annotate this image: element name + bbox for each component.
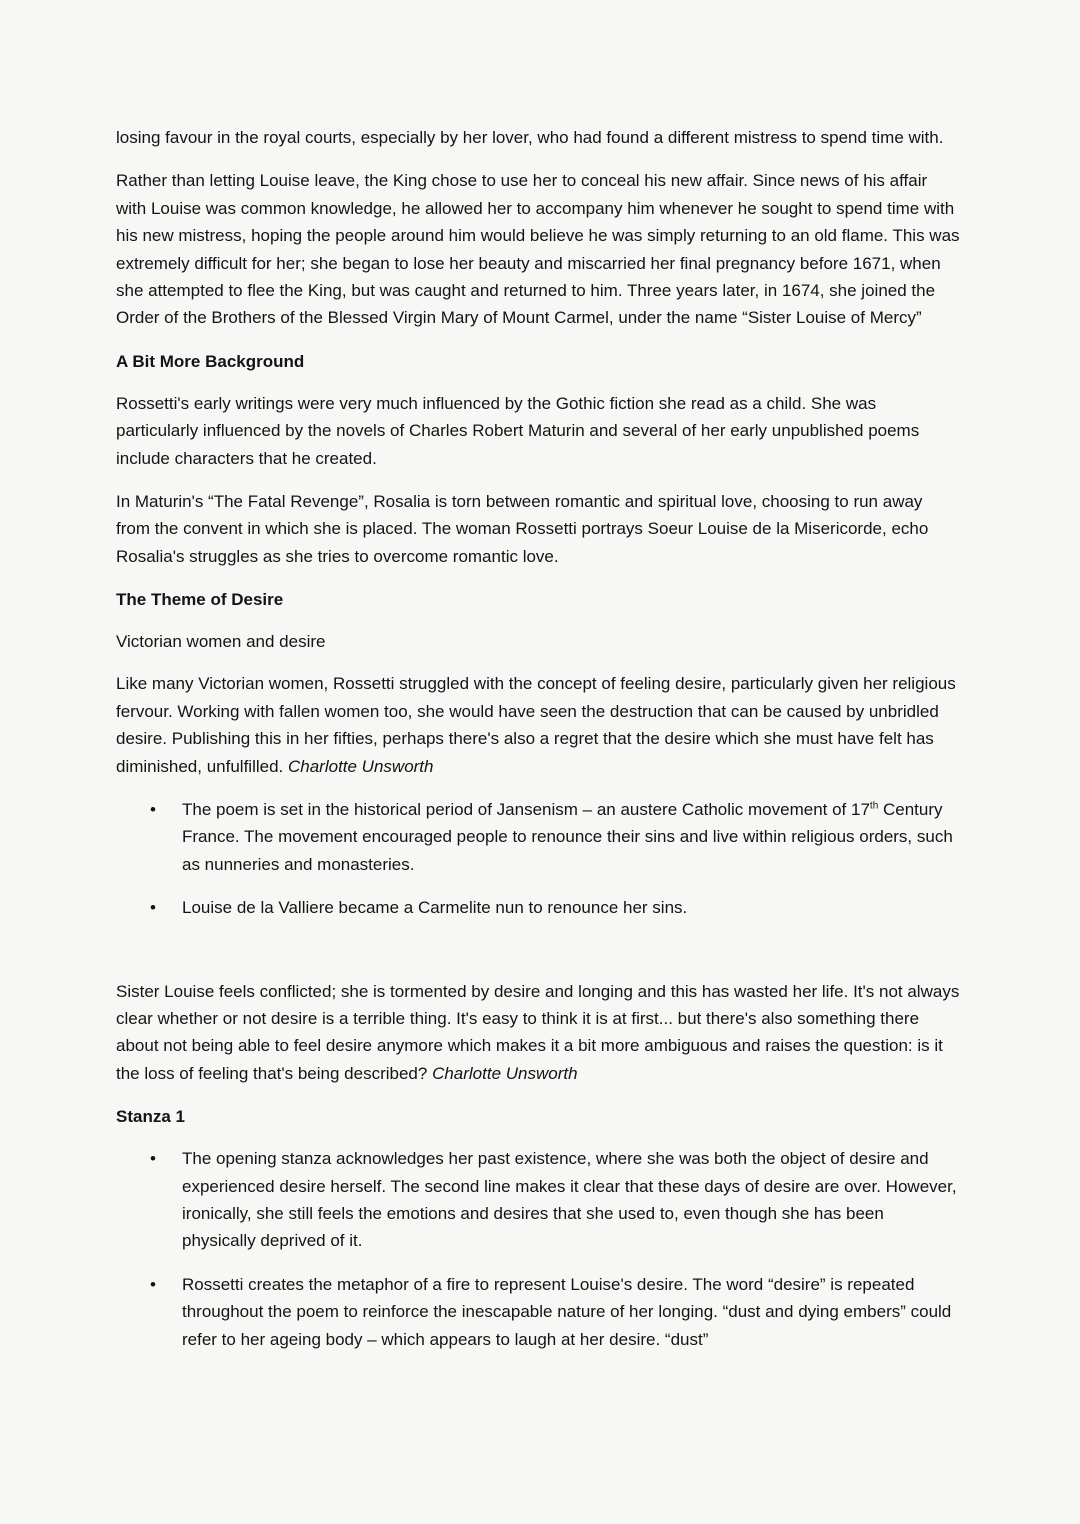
- bullet-icon: •: [150, 1274, 156, 1294]
- paragraph-victorian-desire: [116, 670, 960, 780]
- paragraph-king-affair: Rather than letting Louise leave, the King chose to use her to conceal his new affair. Since news of his affair with Louise was common knowledge, he allowed her to accompany him whenever he sought to spend time with his new mistress, hoping the people around him would believe he was simply returning to an old flame. This was extremely difficult for her; she began to lose her beauty and miscarried her final pregnancy before 1671, when she attempted to flee the King, but was caught and returned to him. Three years later, in 1674, she joined the Order of the Brothers of the Blessed Virgin Mary of Mount Carmel, under the name “Sister Louise of Mercy”: [116, 171, 960, 328]
- spacer: [116, 938, 960, 978]
- bullet-text: Louise de la Valliere became a Carmelite nun to renounce her sins.: [182, 898, 688, 918]
- paragraph-losing-favour: losing favour in the royal courts, especially by her lover, who had found a different mistress to spend time with.: [116, 128, 944, 147]
- author-attribution: Charlotte Unsworth: [432, 1063, 578, 1083]
- list-item: [150, 1145, 960, 1255]
- bullet-list-stanza-1: [116, 1145, 960, 1353]
- superscript: th: [869, 800, 879, 812]
- subheading-victorian-women: Victorian women and desire: [116, 632, 326, 652]
- bullet-text: The opening stanza acknowledges her past existence, where she was both the object of desire and experienced desire herself. The second line makes it clear that these days of desire are over. However, ironically, she still feels the emotions and desires that she used to, even though she has been physically deprived of it.: [182, 1149, 957, 1251]
- bullet-icon: •: [150, 898, 156, 918]
- heading-background: A Bit More Background: [116, 351, 305, 371]
- paragraph-fatal-revenge: In Maturin's “The Fatal Revenge”, Rosalia is torn between romantic and spiritual love, choosing to run away from the convent in which she is placed. The woman Rossetti portrays Soeur Louise de la Misericorde, echo Rosalia's struggles as she tries to overcome romantic love.: [116, 492, 929, 566]
- bullet-text-continued: Century France. The movement encouraged people to renounce their sins and live within religious orders, such as nunneries and monasteries.: [182, 799, 953, 874]
- list-item: [150, 894, 960, 921]
- list-item: [150, 1271, 960, 1353]
- paragraph-victorian-desire-text: Like many Victorian women, Rossetti struggled with the concept of feeling desire, particularly given her religious fervour. Working with fallen women too, she would have seen the destruction that can be caused by unbridled desire. Publishing this in her fifties, perhaps there's also a regret that the desire which she must have felt has diminished, unfulfilled.: [116, 674, 956, 776]
- bullet-list-jansenism: [116, 796, 960, 922]
- heading-theme-of-desire: The Theme of Desire: [116, 590, 284, 610]
- bullet-text: Rossetti creates the metaphor of a fire to represent Louise's desire. The word “desire” is repeated throughout the poem to reinforce the inescapable nature of her longing. “dust and dying embers” could refer to her ageing body – which appears to laugh at her desire. “dust”: [182, 1274, 952, 1349]
- paragraph-sister-louise-text: Sister Louise feels conflicted; she is tormented by desire and longing and this has wasted her life. It's not always clear whether or not desire is a terrible thing. It's easy to think it is at first... but there's also something there about not being able to feel desire anymore which makes it a bit more ambiguous and raises the question: is it the loss of feeling that's being described?: [116, 981, 960, 1083]
- paragraph-gothic-influence: Rossetti's early writings were very much influenced by the Gothic fiction she read as a child. She was particularly influenced by the novels of Charles Robert Maturin and several of her early unpublished poems include characters that he created.: [116, 393, 920, 468]
- paragraph-sister-louise-conflicted: [116, 978, 960, 1088]
- author-attribution: Charlotte Unsworth: [287, 756, 434, 776]
- list-item: [150, 796, 960, 878]
- heading-stanza-1: Stanza 1: [116, 1107, 185, 1127]
- bullet-icon: •: [150, 799, 156, 819]
- bullet-icon: •: [150, 1149, 156, 1169]
- bullet-text: The poem is set in the historical period of Jansenism – an austere Catholic movement of 17: [182, 799, 870, 819]
